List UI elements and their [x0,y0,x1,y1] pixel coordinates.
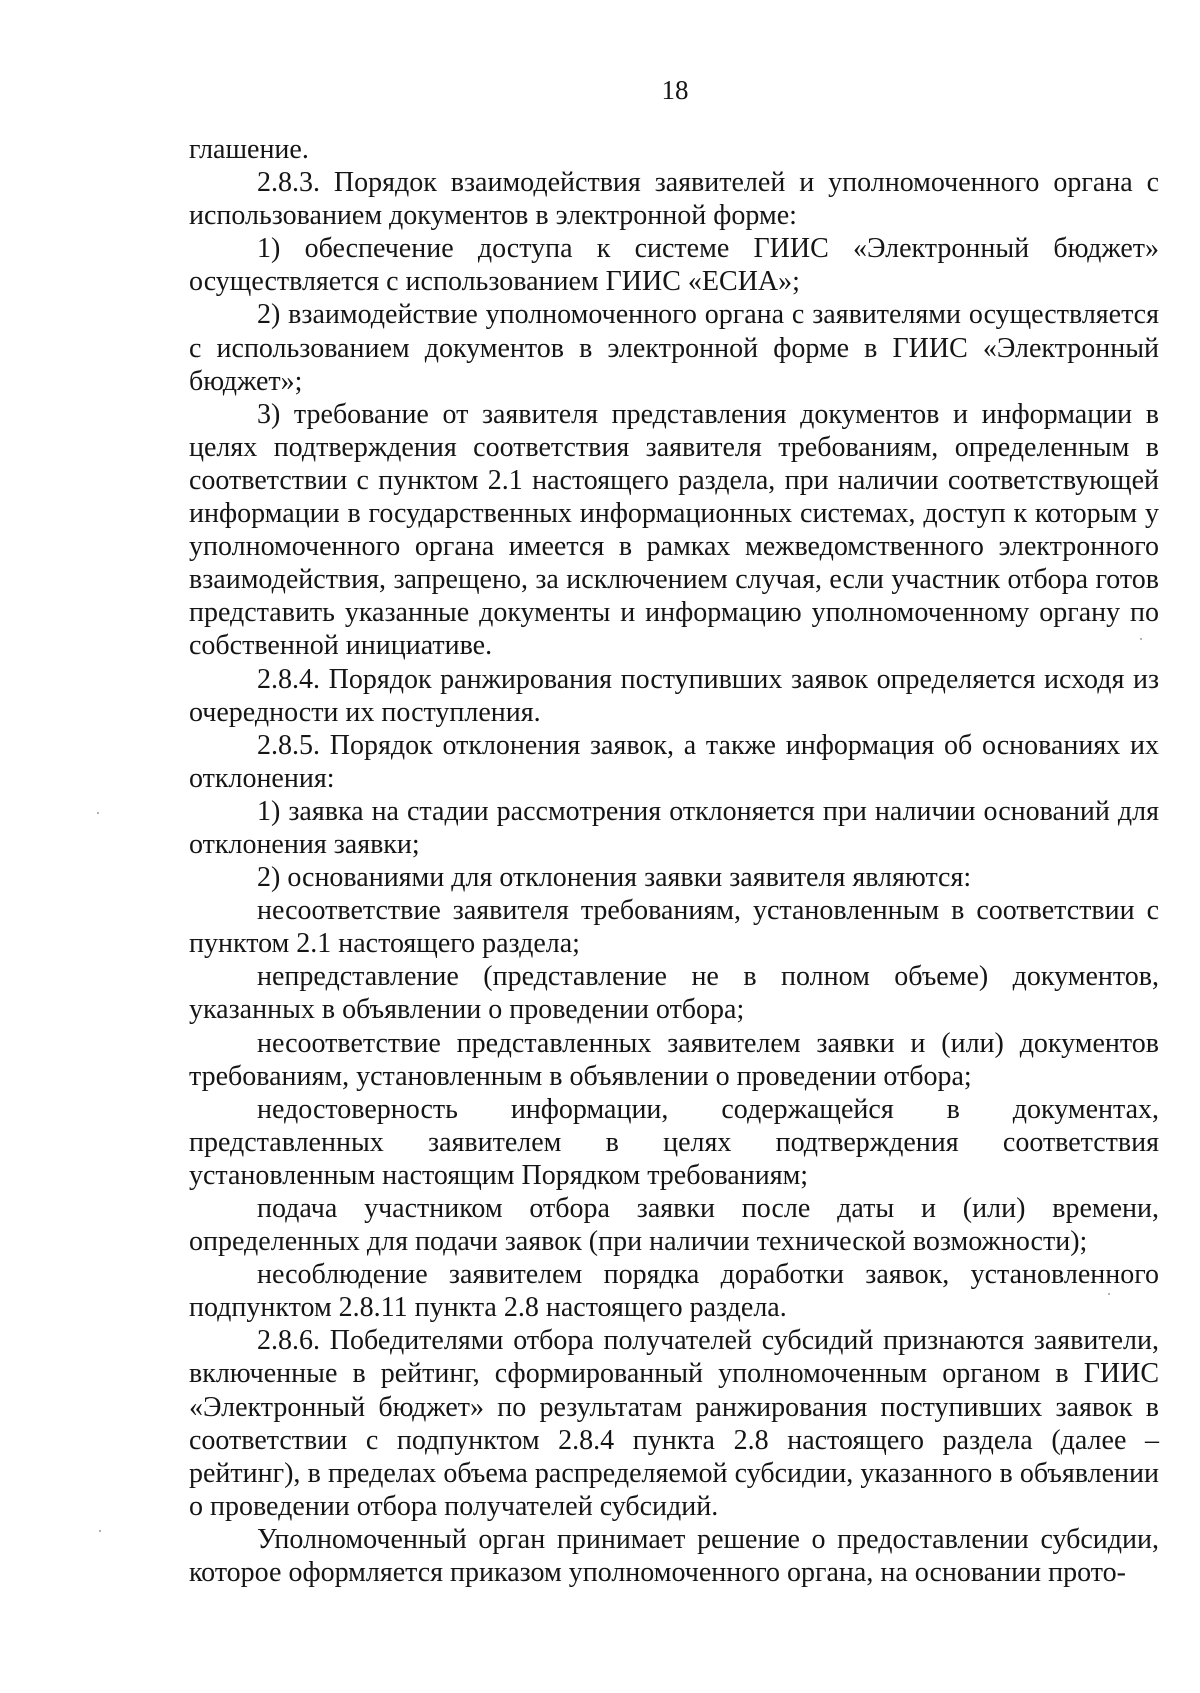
paragraph-2-8-5-item-1: 1) заявка на стадии рассмотрения отклоняется при наличии оснований для отклонения заявки; [189,795,1159,860]
scan-speck [99,1530,101,1532]
paragraph-2-8-3-item-1: 1) обеспечение доступа к системе ГИИС «Электронный бюджет» осуществляется с использованием ГИИС «ЕСИА»; [189,233,1159,298]
paragraph-2-8-5: 2.8.5. Порядок отклонения заявок, а также информация об основаниях их отклонения: [189,729,1159,794]
rejection-ground-1: несоответствие заявителя требованиям, установленным в соответствии с пунктом 2.1 настоящего раздела; [189,895,1159,960]
scan-speck [1140,638,1142,640]
paragraph-2-8-3-item-2: 2) взаимодействие уполномоченного органа с заявителями осуществляется с использованием документов в электронной форме в ГИИС «Электронный бюджет»; [189,299,1159,397]
paragraph-2-8-5-item-2: 2) основаниями для отклонения заявки заявителя являются: [257,862,972,894]
rejection-ground-5: подача участником отбора заявки после даты и (или) времени, определенных для подачи заявок (при наличии технической возможности); [189,1193,1159,1258]
page-number: 18 [661,75,689,105]
document-body [189,133,1159,1589]
paragraph-decision: Уполномоченный орган принимает решение о предоставлении субсидии, которое оформляется приказом уполномоченного органа, на основании прото- [189,1523,1159,1589]
paragraph-2-8-4: 2.8.4. Порядок ранжирования поступивших заявок определяется исходя из очередности их поступления. [189,663,1159,728]
scan-speck [97,812,99,814]
scan-speck [1108,1293,1110,1295]
rejection-ground-6: несоблюдение заявителем порядка доработки заявок, установленного подпунктом 2.8.11 пункта 2.8 настоящего раздела. [189,1259,1159,1324]
paragraph-2-8-6: 2.8.6. Победителями отбора получателей субсидий признаются заявители, включенные в рейтинг, сформированный уполномоченным органом в ГИИС «Электронный бюджет» по результатам ранжирования поступивших заявок в соответствии с подпунктом 2.8.4 пункта 2.8 настоящего раздела (далее – рейтинг), в пределах объема распределяемой субсидии, указанного в объявлении о проведении отбора получателей субсидий. [189,1325,1159,1522]
rejection-ground-4: недостоверность информации, содержащейся в документах, представленных заявителем в целях подтверждения соответствия установленным настоящим Порядком требованиям; [189,1093,1159,1191]
paragraph-2-8-3: 2.8.3. Порядок взаимодействия заявителей и уполномоченного органа с использованием документов в электронной форме: [189,167,1159,232]
rejection-ground-2: непредставление (представление не в полном объеме) документов, указанных в объявлении о проведении отбора; [189,961,1159,1026]
paragraph-continuation: глашение. [189,134,309,165]
rejection-ground-3: несоответствие представленных заявителем заявки и (или) документов требованиям, установленным в объявлении о проведении отбора; [189,1027,1159,1092]
paragraph-2-8-3-item-3: 3) требование от заявителя представления документов и информации в целях подтверждения соответствия заявителя требованиям, определенным в соответствии с пунктом 2.1 настоящего раздела, при наличии соответствующей информации в государственных информационных системах, доступ к которым у уполномоченного органа имеется в рамках межведомственного электронного взаимодействия, запрещено, за исключением случая, если участник отбора готов представить указанные документы и информацию уполномоченному органу по собственной инициативе. [189,398,1159,662]
